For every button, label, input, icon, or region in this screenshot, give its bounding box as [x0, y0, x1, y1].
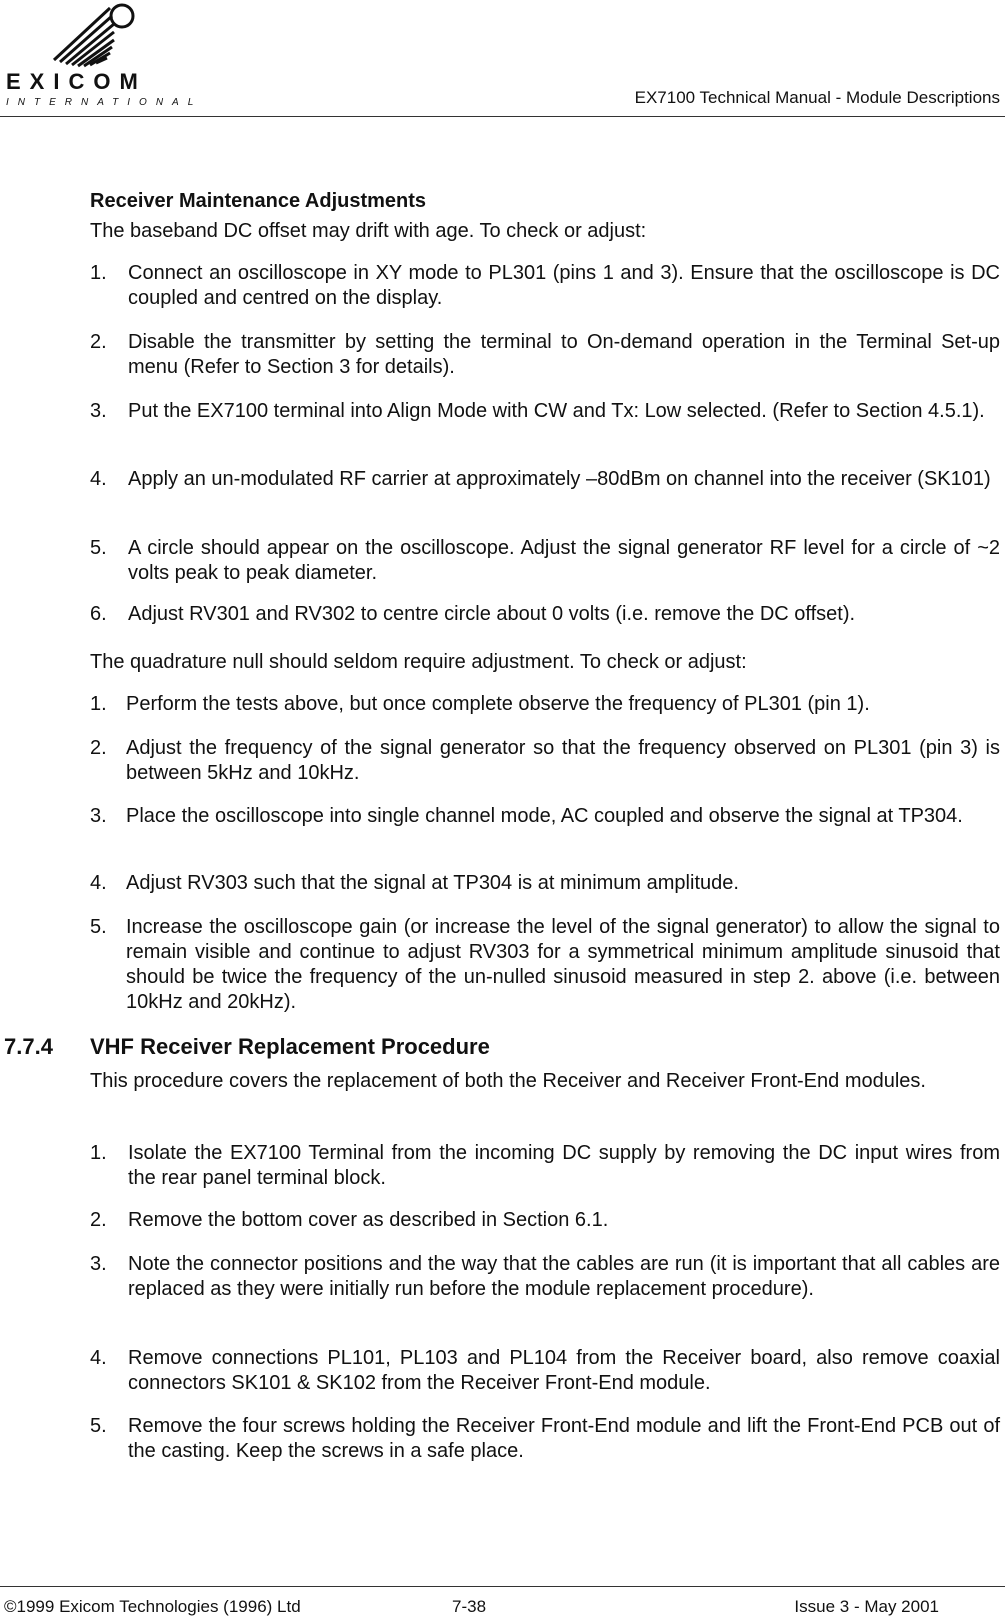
quadrature-intro: The quadrature null should seldom require adjustment. To check or adjust: — [90, 651, 747, 673]
list-item-number: 2. — [90, 737, 107, 759]
list-item-number: 6. — [90, 603, 107, 625]
list-item-text: Connect an oscilloscope in XY mode to PL301 (pins 1 and 3). Ensure that the oscilloscope is DC coupled and centred on the display. — [128, 262, 1000, 309]
issue-date: Issue 3 - May 2001 — [794, 1597, 939, 1616]
footer-copyright: ©1999 Exicom Technologies (1996) Ltd — [4, 1597, 301, 1616]
list-item-text: Apply an un-modulated RF carrier at approximately –80dBm on channel into the receiver (SK101) — [128, 468, 991, 490]
svg-text:EXICOM: EXICOM — [6, 69, 147, 94]
section-number: 7.7.4 — [4, 1034, 53, 1059]
list-item-text: Isolate the EX7100 Terminal from the incoming DC supply by removing the DC input wires from the rear panel terminal block. — [128, 1142, 1000, 1189]
list-item-number: 1. — [90, 693, 107, 715]
page-header — [0, 0, 1005, 118]
list-item-number: 5. — [90, 916, 107, 938]
list-item-text: Adjust RV303 such that the signal at TP304 is at minimum amplitude. — [126, 872, 739, 894]
list-item-text: Remove connections PL101, PL103 and PL104 from the Receiver board, also remove coaxial connectors SK101 & SK102 from the Receiver Front-End module. — [128, 1347, 1000, 1394]
list-item-number: 2. — [90, 1209, 107, 1231]
dc-offset-intro: The baseband DC offset may drift with age. To check or adjust: — [90, 220, 647, 242]
list-item-text: Place the oscilloscope into single channel mode, AC coupled and observe the signal at TP304. — [126, 805, 963, 827]
receiver-maintenance-heading: Receiver Maintenance Adjustments — [90, 190, 427, 212]
list-item-text: Adjust RV301 and RV302 to centre circle about 0 volts (i.e. remove the DC offset). — [128, 603, 856, 625]
replacement-intro: This procedure covers the replacement of both the Receiver and Receiver Front-End modules. — [90, 1070, 926, 1092]
footer-rule — [0, 1586, 1005, 1587]
list-item-text: Put the EX7100 terminal into Align Mode with CW and Tx: Low selected. (Refer to Section 4.5.1). — [128, 400, 985, 422]
list-item-number: 1. — [90, 1142, 107, 1164]
list-item-text: Note the connector positions and the way that the cables are run (it is important that all cables are replaced as they were initially run before the module replacement procedure). — [128, 1253, 1000, 1300]
list-item-number: 3. — [90, 1253, 107, 1275]
document-title: EX7100 Technical Manual - Module Descriptions — [634, 88, 1000, 107]
list-item-text: Remove the four screws holding the Receiver Front-End module and lift the Front-End PCB out of the casting. Keep the screws in a safe place. — [128, 1415, 1000, 1462]
list-item-text: Disable the transmitter by setting the terminal to On-demand operation in the Terminal Set-up menu (Refer to Section 3 for details). — [128, 331, 1000, 378]
header-rule — [0, 116, 1005, 117]
list-item-text: Perform the tests above, but once complete observe the frequency of PL301 (pin 1). — [126, 693, 870, 715]
list-item-text: Remove the bottom cover as described in Section 6.1. — [128, 1209, 609, 1231]
list-item-number: 5. — [90, 1415, 107, 1437]
list-item-number: 1. — [90, 262, 107, 284]
exicom-logo — [4, 2, 203, 108]
list-item-text: Adjust the frequency of the signal generator so that the frequency observed on PL301 (pin 3) is between 5kHz and 10kHz. — [126, 737, 1000, 784]
section-title: VHF Receiver Replacement Procedure — [90, 1034, 490, 1059]
svg-text:INTERNATIONAL: INTERNATIONAL — [6, 97, 203, 108]
list-item-number: 4. — [90, 1347, 107, 1369]
list-item-number: 2. — [90, 331, 107, 353]
list-item-number: 3. — [90, 400, 107, 422]
list-item-text: Increase the oscilloscope gain (or increase the level of the signal generator) to allow the signal to remain visible and continue to adjust RV303 for a symmetrical minimum amplitude sinusoid that should be twice the frequency of the un-nulled sinusoid measured in step 2. above (i.e. between 10kHz and 20kHz). — [126, 916, 1000, 1013]
list-item-number: 4. — [90, 468, 107, 490]
list-item-number: 3. — [90, 805, 107, 827]
page-number: 7-38 — [452, 1597, 487, 1616]
list-item-number: 5. — [90, 537, 107, 559]
list-item-text: A circle should appear on the oscilloscope. Adjust the signal generator RF level for a circle of ~2 volts peak to peak diameter. — [128, 537, 1000, 584]
list-item-number: 4. — [90, 872, 107, 894]
